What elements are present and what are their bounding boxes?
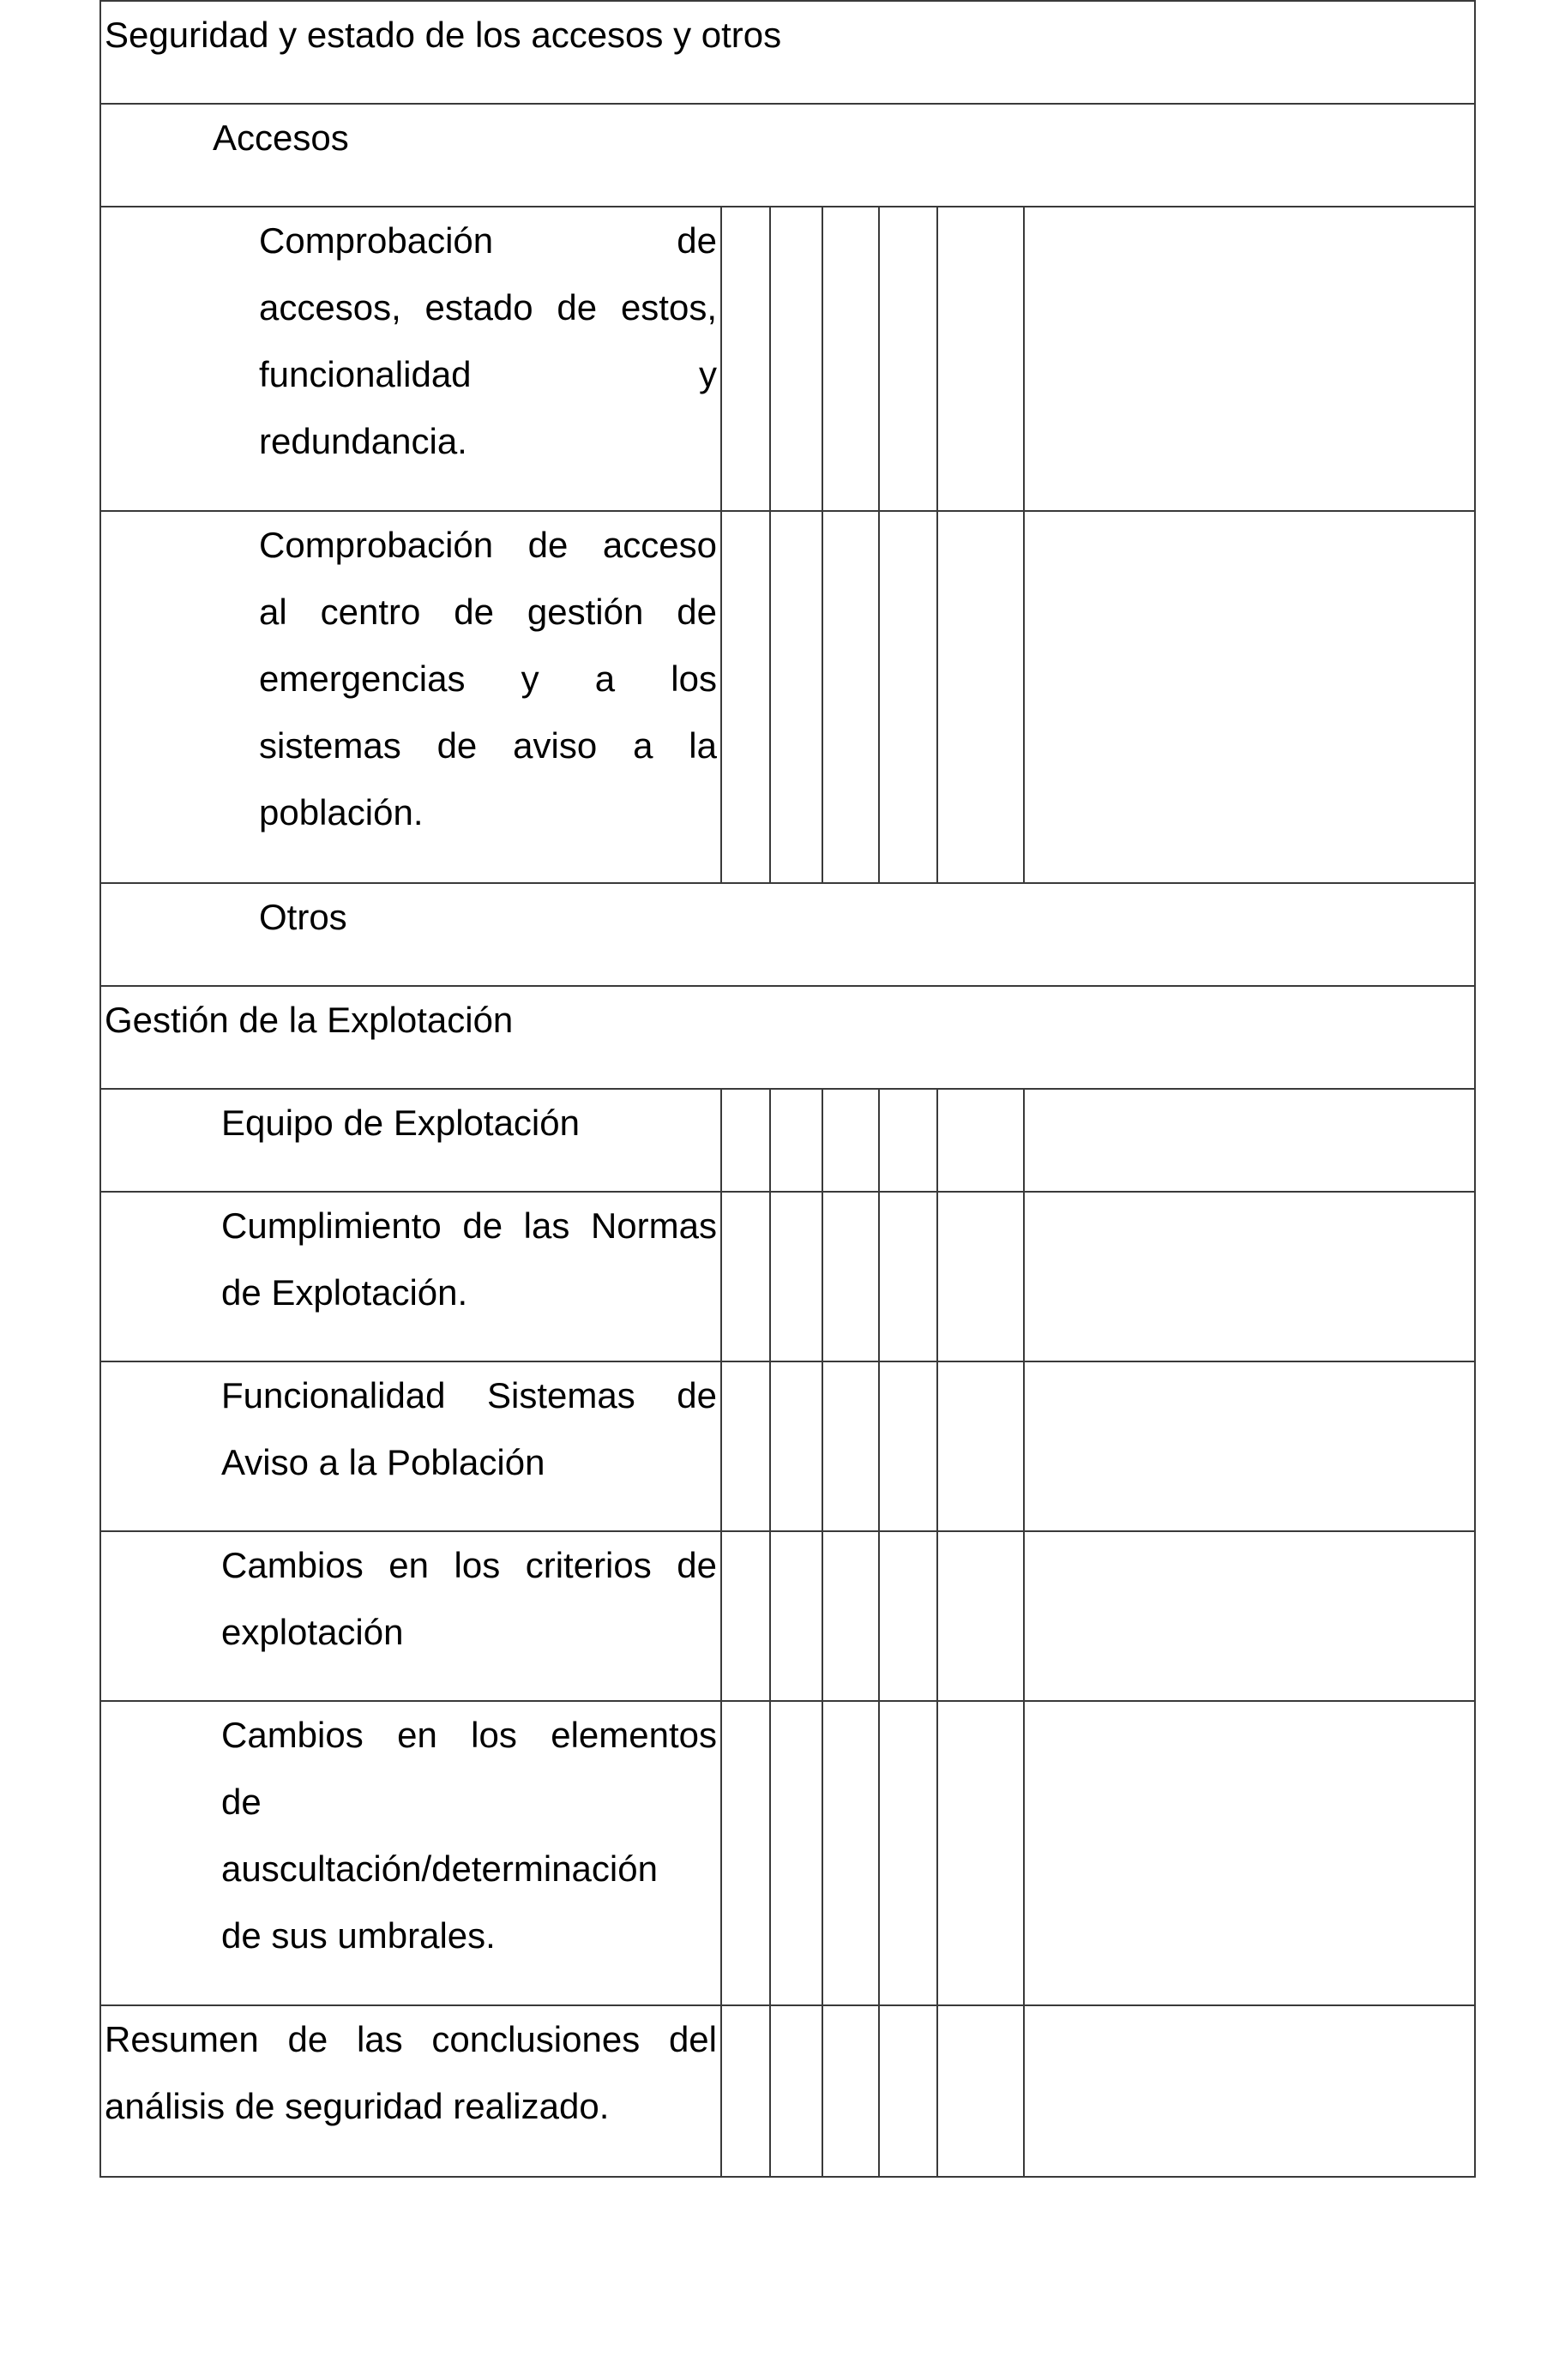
table-rule-right	[1474, 0, 1476, 2178]
table-rule-left	[99, 0, 101, 2178]
row-label-line: análisis de seguridad realizado.	[105, 2086, 610, 2126]
row-label-comprobacion-accesos	[259, 207, 717, 475]
row-label-cumplimiento-normas	[221, 1193, 717, 1326]
row-label-line: de sus umbrales.	[221, 1915, 496, 1956]
row-label-line: redundancia.	[259, 421, 467, 461]
row-label-line: de Explotación.	[221, 1272, 468, 1313]
section-title-seguridad: Seguridad y estado de los accesos y otros	[105, 15, 782, 55]
column-rule	[878, 206, 880, 884]
row-label-comprobacion-centro-gestion	[259, 512, 717, 846]
row-label-equipo-explotacion	[221, 1090, 717, 1157]
column-rule	[769, 1088, 771, 2178]
row-label-line: Cambios en los criterios de	[221, 1545, 717, 1585]
row-label-line: explotación	[221, 1612, 404, 1652]
column-rule	[822, 1088, 823, 2178]
row-label-line: emergencias y a los	[259, 658, 717, 699]
row-label-funcionalidad-sistemas-aviso	[221, 1362, 717, 1496]
row-label-line: accesos, estado de estos,	[259, 287, 717, 328]
row-label-line: funcionalidad y	[259, 354, 717, 394]
column-rule	[720, 206, 722, 884]
row-label-line: de	[221, 1782, 262, 1822]
column-rule	[1023, 206, 1025, 884]
row-label-line: auscultación/determinación	[221, 1848, 658, 1889]
row-label-line: Aviso a la Población	[221, 1442, 545, 1482]
row-label-line: al centro de gestión de	[259, 592, 717, 632]
row-label-line: población.	[259, 792, 424, 832]
row-label-line: sistemas de aviso a la	[259, 725, 717, 766]
row-label-line: Cambios en los elementos	[221, 1715, 717, 1755]
table-rule-bottom	[99, 2176, 1476, 2178]
column-rule	[822, 206, 823, 884]
row-label-line: Funcionalidad Sistemas de	[221, 1375, 717, 1415]
row-label-line: Otros	[259, 897, 347, 937]
row-label-line: Equipo de Explotación	[221, 1103, 580, 1143]
column-rule	[720, 1088, 722, 2178]
section-title-gestion: Gestión de la Explotación	[105, 1000, 514, 1040]
row-label-line: Cumplimiento de las Normas	[221, 1205, 717, 1246]
row-label-cambios-criterios	[221, 1532, 717, 1666]
row-label-line: Resumen de las conclusiones del	[105, 2019, 717, 2059]
row-label-line: Comprobación de acceso	[259, 525, 717, 565]
column-rule	[936, 1088, 938, 2178]
column-rule	[1023, 1088, 1025, 2178]
inspection-table	[99, 0, 1476, 2179]
subsection-title-accesos: Accesos	[213, 117, 349, 158]
row-label-resumen-conclusiones	[105, 2006, 717, 2140]
row-label-cambios-elementos-auscultacion	[221, 1702, 717, 1969]
column-rule	[878, 1088, 880, 2178]
row-label-otros	[259, 884, 717, 951]
row-label-line: Comprobación de	[259, 220, 717, 261]
column-rule	[936, 206, 938, 884]
column-rule	[769, 206, 771, 884]
